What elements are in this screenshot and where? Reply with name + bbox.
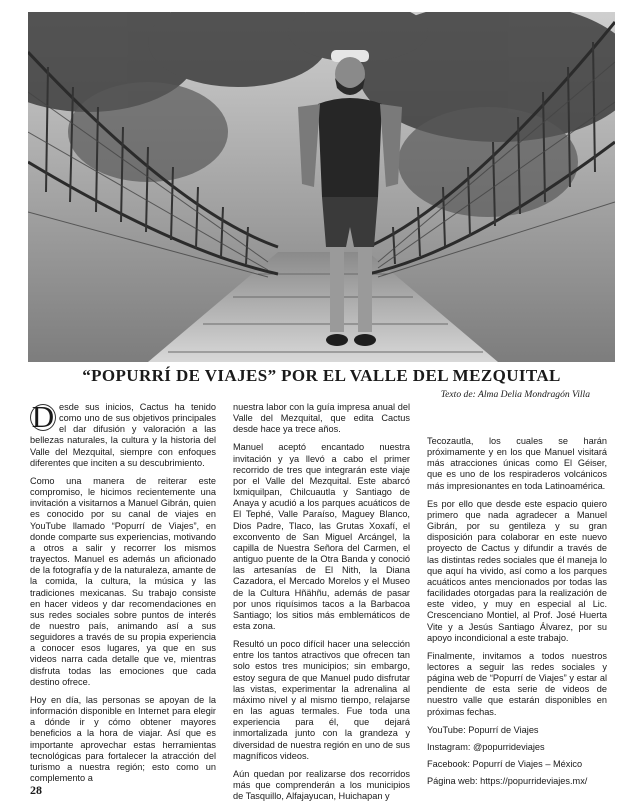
hero-photo-suspension-bridge: [28, 12, 615, 362]
social-link-instagram: Instagram: @popurrideviajes: [427, 741, 545, 752]
paragraph: Hoy en día, las personas se apoyan de la información disponible en Internet para elegir a dónde ir y cómo obtener mayores beneficios a la hora de viajar. Así que es importante aprovechar estas herramientas tecnológicas para fortalecer la atracción del turismo a nuestra región; esto como un complemento a: [30, 694, 216, 783]
paragraph: nuestra labor con la guía impresa anual del Valle del Mezquital, que edita Cactus desde hace ya trece años.: [233, 402, 410, 435]
bridge-illustration: [28, 12, 615, 362]
paragraph: Manuel aceptó encantado nuestra invitación y ya llevó a cabo el primer recorrido de tres que integrarán este viaje por el Valle del Mezquital. Este abarcó Ixmiquilpan, Chilcuautla y Santiago de Anaya y acudió a los parques acuáticos de El Tephé, Valle Paraíso, Maguey Blanco, Dios Padre, Tlaco, las Grutas Xoxafí, el exconvento de San Miguel Arcángel, la capilla de Nuestra Señora del Carmen, el antiguo puente de la Otra Banda y conoció las artesanías de El Nith, la Diana Cazadora, el Mercado Morelos y el Museo de la Cultura Hñähñu, además de pasar por unos riquísimos tacos a la Barbacoa Santiago; los sitios más emblemáticos de esta zona.: [233, 442, 410, 631]
article-column-3: [427, 436, 607, 793]
page-number: 28: [30, 783, 42, 797]
social-link-website[interactable]: Página web: https://popurrideviajes.mx/: [427, 776, 588, 787]
social-link-facebook: Facebook: Popurrí de Viajes – México: [427, 759, 583, 770]
paragraph: Finalmente, invitamos a todos nuestros lectores a seguir las redes sociales y página web de “Popurrí de Viajes” y estar al pendiente de esta serie de videos de nuestro valle que estarán disponibles en próximas fechas.: [427, 650, 607, 717]
article-author: Texto de: Alma Delia Mondragón Villa: [440, 389, 590, 400]
paragraph: D esde sus inicios, Cactus ha tenido como uno de sus objetivos principales el dar difusión y valoración a las bellezas naturales, la cultura y la historia del Valle del Mezquital, siempre con enfoques diferentes que inciten a su descubrimiento.: [30, 399, 216, 468]
article-title: “POPURRÍ DE VIAJES” POR EL VALLE DEL MEZQUITAL: [82, 366, 561, 385]
paragraph: Como una manera de reiterar este compromiso, le hicimos recientemente una invitación a visitarnos a Manuel Gibrán, quien es conocido por su canal de viajes en YouTube llamado “Popurrí de Viajes”, en donde comparte sus experiencias, motivando a otros a salir y recorrer los mismos trayectos. Manuel es además un aficionado de la fotografía y de la naturaleza, amante de la comida, la cultura, la música y las tradiciones mexicanas. Su trabajo consiste en hacer videos y dar recomendaciones en sus redes sociales sobre puntos de interés de nuestro país, animando así a sus seguidores a través de su propia experiencia a conocer esos lugares, ya que en sus videos narra cada detalle que ve, mientras disfruta todas las emociones que cada destino ofrece.: [30, 475, 216, 687]
drop-cap: D: [31, 399, 55, 434]
paragraph: Tecozautla, los cuales se harán próximamente y en los que Manuel visitará más atracciones únicas como El Géiser, que es uno de los respiraderos volcánicos más impresionantes en toda Latinoamérica.: [427, 436, 607, 491]
social-link-youtube: YouTube: Popurrí de Viajes: [427, 724, 539, 735]
article-column-2: [233, 402, 410, 809]
paragraph: Aún quedan por realizarse dos recorridos más que comprenderán a los municipios de Tasquillo, Alfajayucan, Huichapan y: [233, 768, 410, 802]
paragraph: Es por ello que desde este espacio quiero primero que nada agradecer a Manuel Gibrán, por su gentileza y su gran disposición para colaborar en este nuevo proyecto de Cactus y difundir a través de las distintas redes sociales que él maneja lo que aquí ha vivido, así como a los parques acuáticos antes mencionados por todas las facilidades otorgadas para la realización de este video, y muy en especial al Lic. Crescenciano Montiel, al Prof. José Huerta Vite y a Jesús Santiago Álvarez, por su apoyo incondicional a este trabajo.: [427, 498, 607, 643]
paragraph: Resultó un poco difícil hacer una selección entre los tantos atractivos que ofrecen tan solo estos tres municipios; sin embargo, estoy segura de que Manuel pudo disfrutar las vistas, experimentar la adrenalina al máximo nivel y al mismo tiempo, relajarse en las aguas termales. Fue toda una experiencia para él, que dejará inmortalizada junto con la grandeza y diversidad de nuestra región en uno de sus magníficos videos.: [233, 639, 410, 761]
article-column-1: [30, 399, 216, 791]
